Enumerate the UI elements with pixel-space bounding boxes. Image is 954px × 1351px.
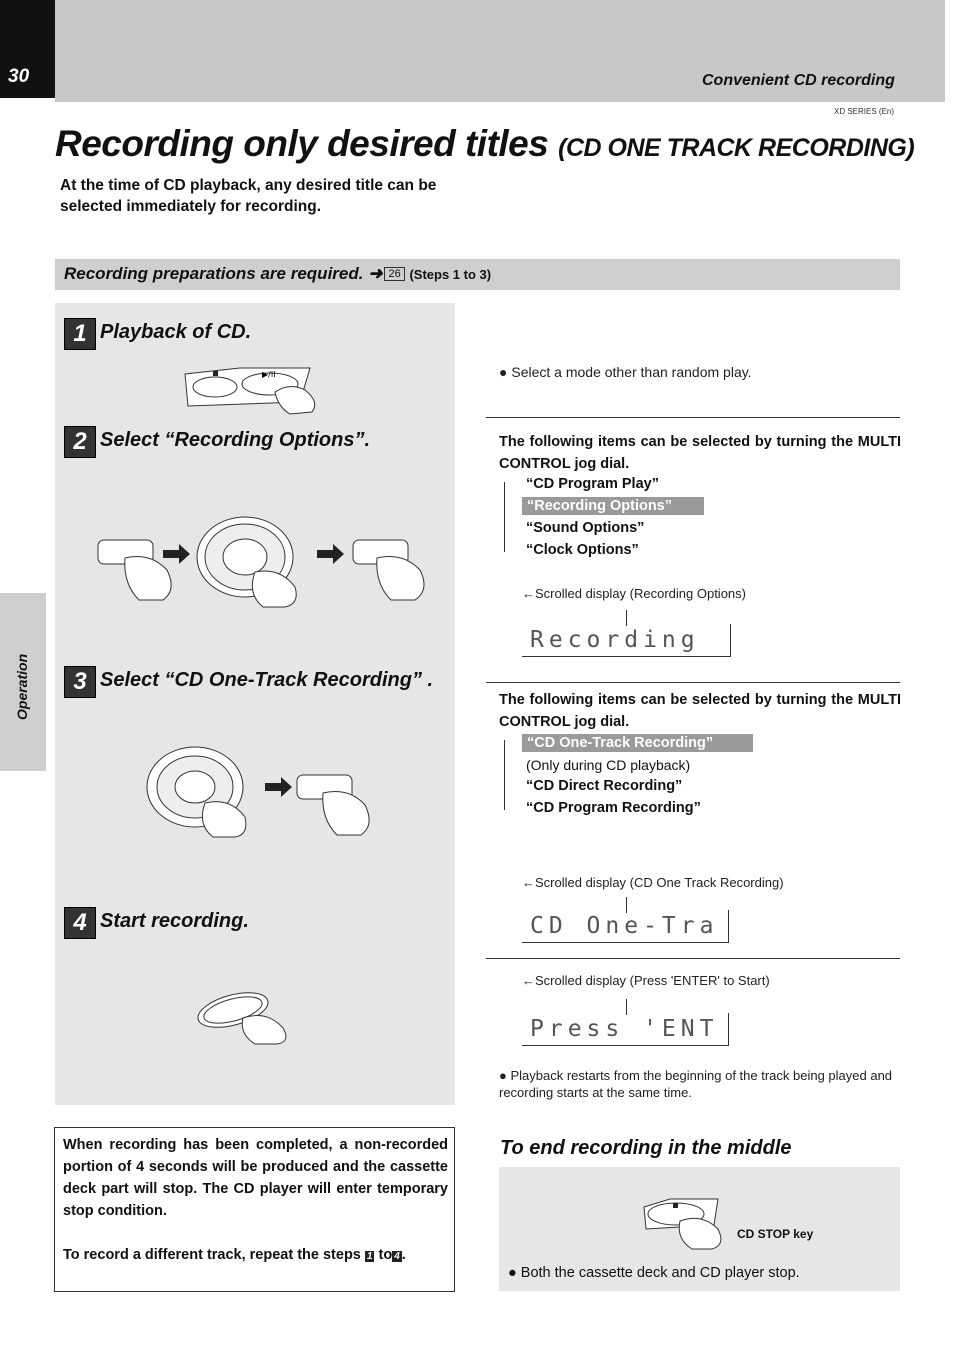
page-ref: 26 — [384, 267, 404, 281]
info-box-text — [63, 1134, 448, 1268]
lcd-display-3: Press 'ENT — [530, 1016, 719, 1042]
section-title: Convenient CD recording — [702, 72, 895, 89]
steps-panel — [55, 303, 455, 1105]
list-bracket-2 — [504, 740, 506, 810]
step-1-badge: 1 — [64, 318, 96, 350]
scroll-label-2 — [522, 875, 784, 890]
end-note — [508, 1265, 800, 1281]
info-para-2-end: . — [401, 1247, 406, 1263]
scroll-label-1 — [522, 586, 746, 601]
prep-text: Recording preparations are required. — [64, 264, 364, 283]
bullet-icon: ● — [508, 1265, 517, 1281]
prep-steps: (Steps 1 to 3) — [409, 267, 492, 282]
record-button-icon — [195, 990, 295, 1045]
jog-intro-1: The following items can be selected by turning the MULTI CONTROL jog dial. — [499, 434, 901, 472]
step-2-badge: 2 — [64, 426, 96, 458]
cd-stop-key-label: CD STOP key — [737, 1227, 814, 1241]
info-para-2-prefix: To record a different track, repeat the steps — [63, 1247, 361, 1263]
step-3-title: Select “CD One-Track Recording” . — [100, 669, 434, 691]
list2-item-selected: “CD One-Track Recording” — [522, 734, 753, 752]
title-sub: (CD ONE TRACK RECORDING) — [558, 134, 915, 162]
list2-note: (Only during CD playback) — [526, 757, 691, 773]
list1-item: “Sound Options” — [526, 520, 645, 536]
lcd-display-1: Recording — [530, 627, 700, 653]
list2-item: “CD Direct Recording” — [526, 778, 683, 794]
left-arrow-icon: ← — [522, 875, 535, 890]
list2-item: “CD Program Recording” — [526, 800, 701, 816]
note-playback-restart-text: Playback restarts from the beginning of the track being played and recording starts at the same time. — [499, 1068, 893, 1100]
divider-2 — [486, 682, 900, 683]
end-recording-title: To end recording in the middle — [500, 1137, 792, 1159]
intro-text: At the time of CD playback, any desired title can be selected immediately for recording. — [60, 177, 437, 215]
step-4-title: Start recording. — [100, 910, 249, 932]
bullet-icon: ● — [499, 1068, 507, 1083]
step-3-badge: 3 — [64, 666, 96, 698]
info-para-2 — [63, 1244, 448, 1268]
page-number: 30 — [8, 66, 30, 87]
note-random-play-text: Select a mode other than random play. — [511, 364, 752, 380]
step-4-badge: 4 — [64, 907, 96, 939]
step-2-title: Select “Recording Options”. — [100, 429, 371, 451]
left-arrow-icon: ← — [522, 973, 535, 988]
jog-dial-enter-icon — [135, 745, 380, 840]
arrow-icon: ➜ — [368, 264, 383, 283]
list1-item: “Clock Options” — [526, 542, 639, 558]
list1-item-selected: “Recording Options” — [522, 497, 704, 515]
scroll-label-2-text: Scrolled display (CD One Track Recording) — [535, 875, 784, 890]
step-ref-badge: 4 — [394, 1251, 400, 1262]
play-stop-buttons-icon — [180, 362, 325, 417]
list1-item: “CD Program Play” — [526, 476, 659, 492]
jog-dial-sequence-icon — [95, 512, 435, 607]
end-note-text: Both the cassette deck and CD player stop. — [520, 1265, 800, 1281]
jog-intro-2: The following items can be selected by turning the MULTI CONTROL jog dial. — [499, 692, 901, 730]
scroll-label-3-text: Scrolled display (Press 'ENTER' to Start) — [535, 973, 770, 988]
info-para-2-to: to — [378, 1247, 393, 1263]
bullet-icon: ● — [499, 364, 508, 380]
step-ref-badge: 1 — [366, 1251, 373, 1262]
note-random-play — [499, 364, 752, 380]
list-bracket-1 — [504, 482, 506, 552]
page-title — [55, 123, 914, 165]
series-label: XD SERIES (En) — [834, 107, 895, 116]
cd-stop-key-icon — [640, 1195, 730, 1253]
side-tab-label: Operation — [14, 653, 30, 720]
info-para-1: When recording has been completed, a non-recorded portion of 4 seconds will be produced and the cassette deck part will stop. The CD player will enter temporary stop condition. — [63, 1137, 448, 1219]
note-playback-restart — [499, 1067, 901, 1101]
left-arrow-icon: ← — [522, 586, 535, 601]
step-1-title: Playback of CD. — [100, 321, 252, 343]
scroll-label-3 — [522, 973, 770, 988]
title-main: Recording only desired titles — [55, 123, 549, 164]
lcd-display-2: CD One-Tra — [530, 913, 719, 939]
scroll-label-1-text: Scrolled display (Recording Options) — [535, 586, 746, 601]
svg-text:▶/II: ▶/II — [262, 370, 276, 379]
prep-line — [64, 264, 491, 284]
divider-1 — [486, 417, 900, 418]
divider-3 — [486, 958, 900, 959]
